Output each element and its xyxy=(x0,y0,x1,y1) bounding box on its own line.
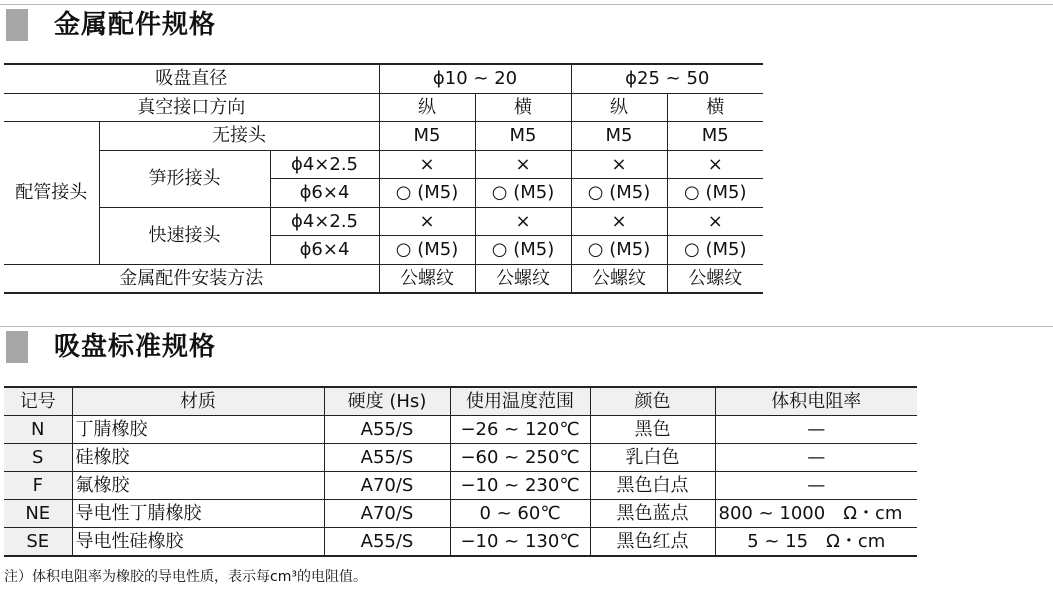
color-cell: 黑色白点 xyxy=(590,472,715,500)
table-cell: × xyxy=(571,150,667,179)
table-cell: 公螺纹 xyxy=(667,264,763,293)
hardness-cell: A55/S xyxy=(324,528,450,557)
color-cell: 黑色红点 xyxy=(590,528,715,557)
table-cell: × xyxy=(667,150,763,179)
diameter-group-large: ϕ25 ~ 50 xyxy=(571,64,763,93)
section-title-standard: 吸盘标准规格 xyxy=(54,332,217,362)
resistivity-cell: 5 ~ 15 Ω・cm xyxy=(715,528,917,557)
column-header: 材质 xyxy=(72,387,324,416)
code-cell: NE xyxy=(4,500,72,528)
resistivity-cell: — xyxy=(715,472,917,500)
size-cell: ϕ6×4 xyxy=(270,236,379,265)
table-cell: 纵 xyxy=(379,93,475,122)
row-label-direction: 真空接口方向 xyxy=(4,93,379,122)
section-title-fittings: 金属配件规格 xyxy=(54,10,217,40)
table-row xyxy=(4,150,763,179)
hardness-cell: A55/S xyxy=(324,444,450,472)
code-cell: S xyxy=(4,444,72,472)
table-cell: ○ (M5) xyxy=(667,179,763,208)
temperature-cell: 0 ~ 60℃ xyxy=(450,500,590,528)
table-row xyxy=(4,207,763,236)
material-cell: 氟橡胶 xyxy=(72,472,324,500)
temperature-cell: −10 ~ 130℃ xyxy=(450,528,590,557)
column-header: 使用温度范围 xyxy=(450,387,590,416)
table-row xyxy=(4,264,763,293)
color-cell: 黑色蓝点 xyxy=(590,500,715,528)
table-cell: M5 xyxy=(667,122,763,151)
table-row xyxy=(4,472,917,500)
table-cell: 纵 xyxy=(571,93,667,122)
table-cell: ○ (M5) xyxy=(571,179,667,208)
material-cell: 丁腈橡胶 xyxy=(72,416,324,444)
section-marker xyxy=(6,9,28,41)
column-header: 硬度 (Hs) xyxy=(324,387,450,416)
temperature-cell: −10 ~ 230℃ xyxy=(450,472,590,500)
table-cell: M5 xyxy=(475,122,571,151)
table-row xyxy=(4,93,763,122)
code-cell: SE xyxy=(4,528,72,557)
table-cell: ○ (M5) xyxy=(379,179,475,208)
table-cell: 公螺纹 xyxy=(475,264,571,293)
diameter-group-small: ϕ10 ~ 20 xyxy=(379,64,571,93)
table-cell: M5 xyxy=(379,122,475,151)
table-cell: 公螺纹 xyxy=(379,264,475,293)
row-label-piping: 配管接头 xyxy=(4,122,99,265)
row-label-diameter: 吸盘直径 xyxy=(4,64,379,93)
table-cell: × xyxy=(379,150,475,179)
resistivity-cell: — xyxy=(715,416,917,444)
table-cell: ○ (M5) xyxy=(667,236,763,265)
table-cell: ○ (M5) xyxy=(475,179,571,208)
hardness-cell: A70/S xyxy=(324,472,450,500)
code-cell: N xyxy=(4,416,72,444)
material-cell: 导电性丁腈橡胶 xyxy=(72,500,324,528)
table-cell: M5 xyxy=(571,122,667,151)
table-cell: × xyxy=(475,207,571,236)
column-header: 记号 xyxy=(4,387,72,416)
table-row xyxy=(4,500,917,528)
resistivity-cell: — xyxy=(715,444,917,472)
section-marker xyxy=(6,331,28,363)
table-row xyxy=(4,122,763,151)
table-header-row xyxy=(4,387,917,416)
table-row xyxy=(4,64,763,93)
pad-standard-spec-table xyxy=(4,386,917,557)
column-header: 体积电阻率 xyxy=(715,387,917,416)
table-cell: ○ (M5) xyxy=(475,236,571,265)
table-cell: 横 xyxy=(667,93,763,122)
fittings-spec-table xyxy=(4,63,763,294)
column-header: 颜色 xyxy=(590,387,715,416)
table-row xyxy=(4,528,917,557)
table-cell: × xyxy=(571,207,667,236)
temperature-cell: −60 ~ 250℃ xyxy=(450,444,590,472)
size-cell: ϕ6×4 xyxy=(270,179,379,208)
row-label-barb: 笋形接头 xyxy=(99,150,270,207)
resistivity-cell: 800 ~ 1000 Ω・cm xyxy=(715,500,917,528)
color-cell: 黑色 xyxy=(590,416,715,444)
table-cell: ○ (M5) xyxy=(379,236,475,265)
size-cell: ϕ4×2.5 xyxy=(270,150,379,179)
section-divider xyxy=(0,326,1053,327)
color-cell: 乳白色 xyxy=(590,444,715,472)
table-cell: ○ (M5) xyxy=(571,236,667,265)
table-cell: × xyxy=(475,150,571,179)
size-cell: ϕ4×2.5 xyxy=(270,207,379,236)
row-label-no-joint: 无接头 xyxy=(99,122,379,151)
row-label-mounting: 金属配件安装方法 xyxy=(4,264,379,293)
table-cell: 横 xyxy=(475,93,571,122)
section-divider xyxy=(0,4,1053,5)
code-cell: F xyxy=(4,472,72,500)
table-row xyxy=(4,416,917,444)
hardness-cell: A55/S xyxy=(324,416,450,444)
material-cell: 硅橡胶 xyxy=(72,444,324,472)
row-label-quick: 快速接头 xyxy=(99,207,270,264)
hardness-cell: A70/S xyxy=(324,500,450,528)
material-cell: 导电性硅橡胶 xyxy=(72,528,324,557)
temperature-cell: −26 ~ 120℃ xyxy=(450,416,590,444)
footnote: 注）体积电阻率为橡胶的导电性质，表示每cm³的电阻值。 xyxy=(4,569,367,585)
table-cell: × xyxy=(667,207,763,236)
table-row xyxy=(4,444,917,472)
table-cell: 公螺纹 xyxy=(571,264,667,293)
table-cell: × xyxy=(379,207,475,236)
